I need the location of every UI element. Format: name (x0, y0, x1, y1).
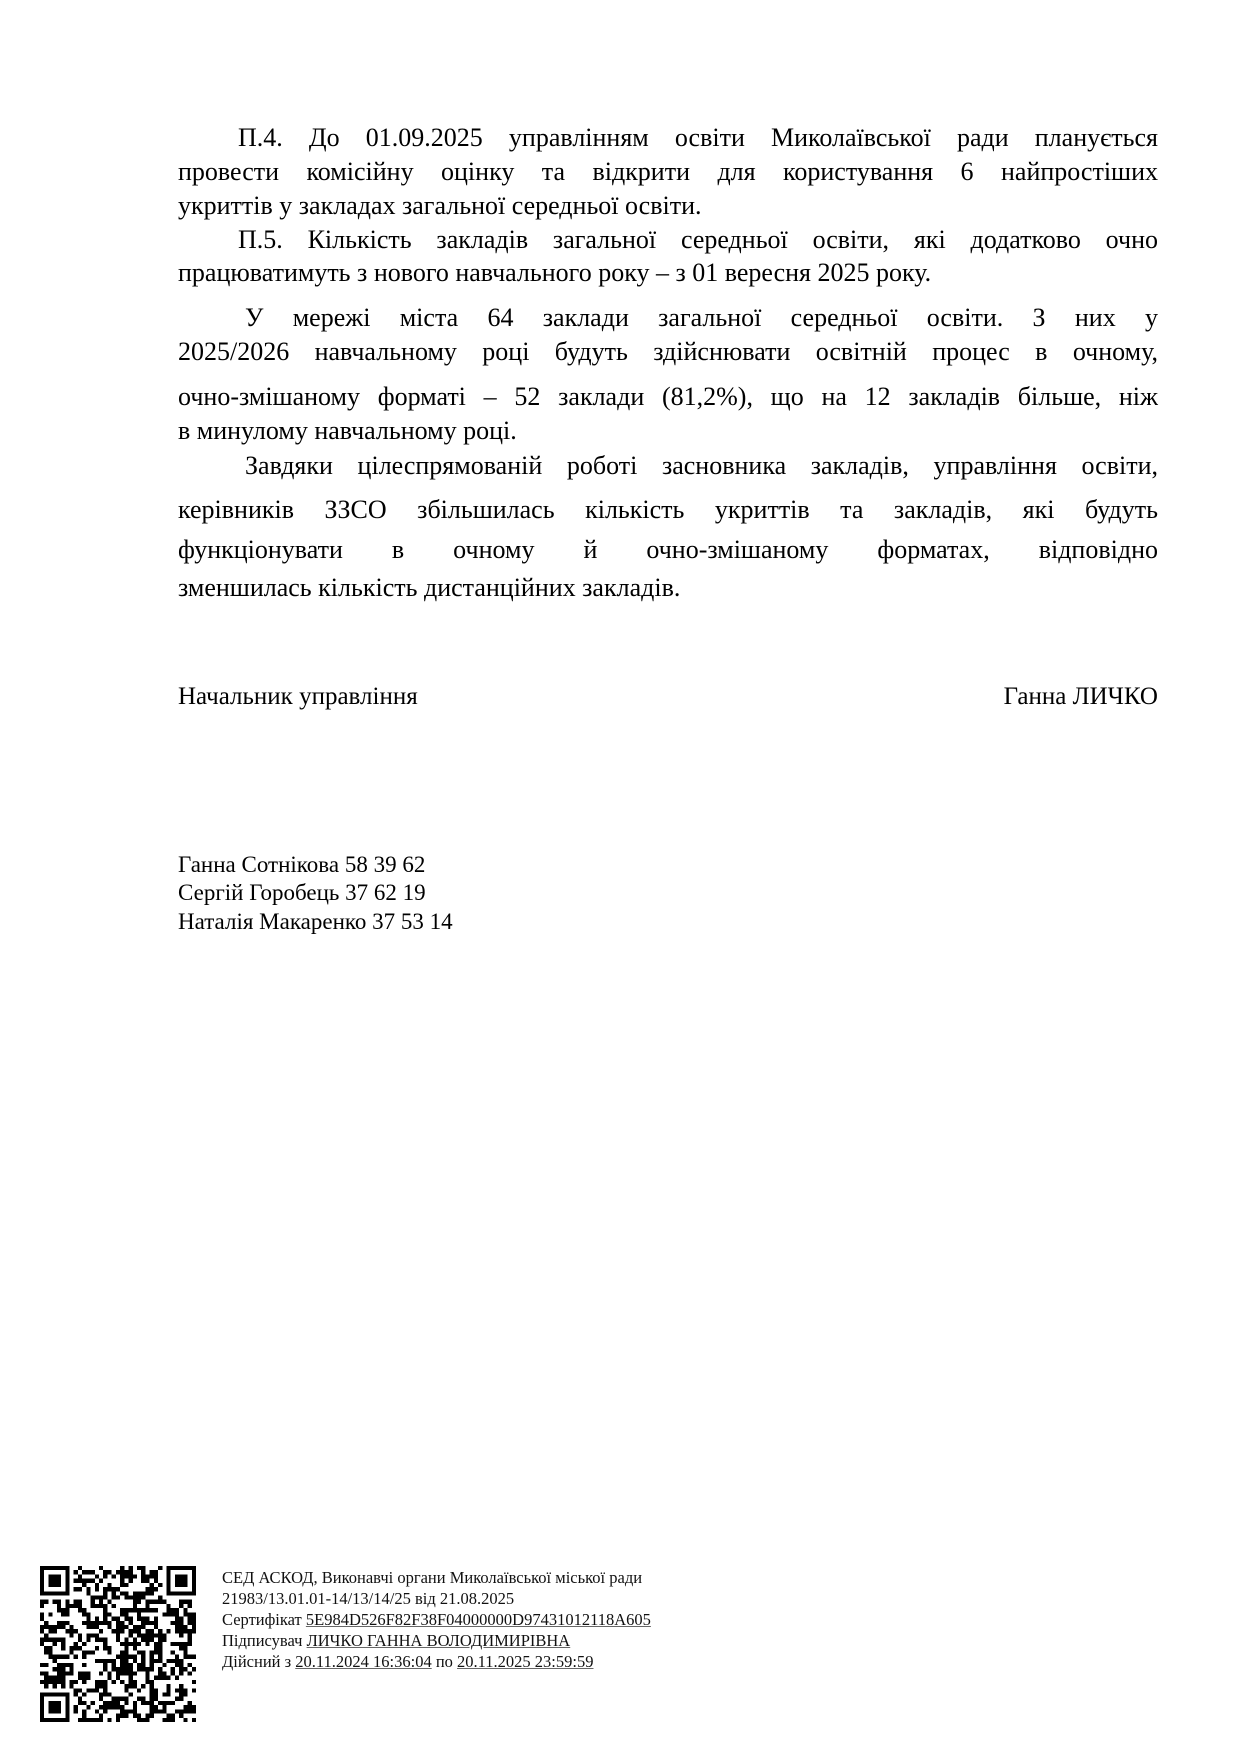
contact-line: Ганна Сотнікова 58 39 62 (178, 852, 426, 877)
p7-line: Завдяки цілеспрямованій роботі засновника закладів, управління освіти, (245, 451, 1158, 480)
signature-name: Ганна ЛИЧКО (1003, 683, 1158, 710)
p6-line: в минулому навчальному році. (178, 416, 517, 445)
p7-line: зменшилась кількість дистанційних закладів. (178, 573, 681, 602)
stamp-system: СЕД АСКОД, Виконавчі органи Миколаївської міської ради (222, 1568, 643, 1587)
p4-line: укриттів у закладах загальної середньої освіти. (178, 191, 702, 220)
valid-to: 20.11.2025 23:59:59 (457, 1652, 594, 1671)
qr-code-icon (40, 1566, 196, 1722)
p6-line: очно-змішаному форматі – 52 заклади (81,2%), що на 12 закладів більше, ніж (178, 382, 1158, 411)
valid-label: Дійсний з (222, 1652, 292, 1671)
signer-label: Підписувач (222, 1631, 303, 1650)
valid-from: 20.11.2024 16:36:04 (295, 1652, 432, 1671)
signer-value: ЛИЧКО ГАННА ВОЛОДИМИРІВНА (306, 1631, 571, 1650)
stamp-validity (222, 1652, 593, 1672)
contact-line: Сергій Горобець 37 62 19 (178, 880, 426, 905)
p5-line: працюватимуть з нового навчального року – з 01 вересня 2025 року. (178, 258, 932, 287)
signature-position: Начальник управління (178, 683, 418, 710)
p7-line: функціонувати в очному й очно-змішаному форматах, відповідно (178, 535, 1158, 564)
stamp-reg-number: 21983/13.01.01-14/13/14/25 від 21.08.2025 (222, 1589, 515, 1608)
p4-line: провести комісійну оцінку та відкрити для користування 6 найпростіших (178, 157, 1158, 186)
stamp-certificate (222, 1610, 651, 1630)
p5-line: П.5. Кількість закладів загальної середньої освіти, які додатково очно (238, 225, 1158, 254)
p4-line: П.4. До 01.09.2025 управлінням освіти Миколаївської ради планується (238, 123, 1158, 152)
p6-line: 2025/2026 навчальному році будуть здійснювати освітній процес в очному, (178, 337, 1158, 366)
p7-line: керівників ЗЗСО збільшилась кількість укриттів та закладів, які будуть (178, 495, 1158, 524)
valid-to-label: по (435, 1652, 453, 1671)
cert-value: 5E984D526F82F38F04000000D97431012118A605 (305, 1610, 651, 1629)
p6-line: У мережі міста 64 заклади загальної середньої освіти. З них у (245, 303, 1158, 332)
cert-label: Сертифікат (222, 1610, 302, 1629)
contact-line: Наталія Макаренко 37 53 14 (178, 909, 453, 934)
stamp-signer (222, 1631, 570, 1651)
